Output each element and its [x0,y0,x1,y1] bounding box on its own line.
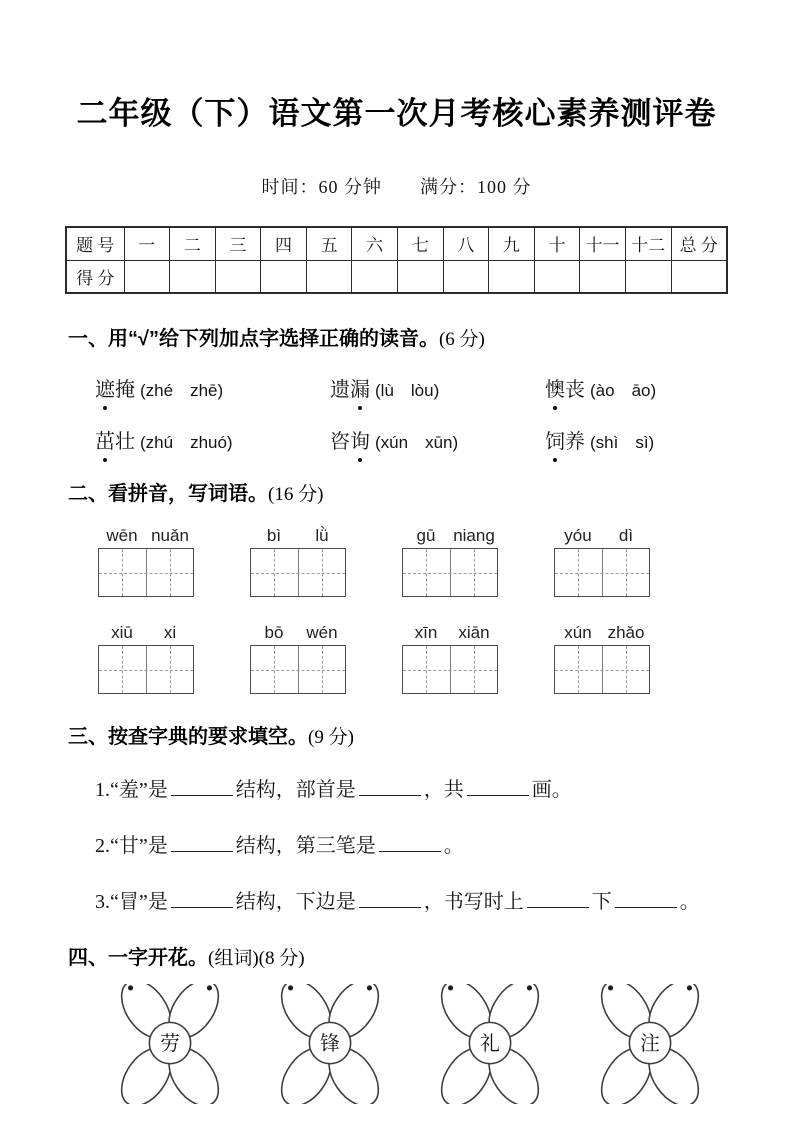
grid-cell [146,646,194,693]
word-item [545,373,656,402]
section-2-score: (16 分) [268,484,324,505]
pinyin-grid-group [250,623,346,694]
pinyin-label: bō wén [264,623,338,642]
blank-line [527,888,589,908]
pinyin-grid-group [402,623,498,694]
flower-center-char: 劳 [160,1033,180,1055]
flower-center-char: 礼 [480,1033,500,1055]
score-col-2: 二 [170,227,216,260]
word-flower [96,984,244,1104]
pinyin-row [98,623,793,694]
blank-line [359,776,421,796]
score-col-9: 九 [489,227,535,260]
score-cell [443,260,489,293]
section-2-title: 二、看拼音，写词语。 [68,483,268,505]
score-col-7: 七 [397,227,443,260]
score-cell [124,260,170,293]
blank-line [171,832,233,852]
section-4-title: 四、一字开花。 [68,947,208,969]
score-col-11: 十一 [580,227,626,260]
score-table [65,226,728,294]
petal-tip-dot [608,985,613,990]
writing-grid [402,645,498,694]
pinyin-row [98,526,793,597]
section-1-title: 一、用“√”给下列加点字选择正确的读音。 [68,328,439,350]
score-cell [215,260,261,293]
grid-cell [403,549,450,596]
exam-meta: 时间：60 分钟 满分：100 分 [261,177,532,197]
grid-cell [298,646,346,693]
pinyin-label: wēn nuǎn [106,526,189,545]
pinyin-grid-group [98,623,194,694]
grid-cell [555,549,602,596]
petal-tip-dot [367,985,372,990]
pinyin-label: xún zhǎo [564,623,645,642]
pinyin-grid-group [402,526,498,597]
flower-center-char: 注 [640,1033,660,1055]
grid-cell [251,646,298,693]
section-3-title: 三、按查字典的要求填空。 [68,726,308,748]
score-col-6: 六 [352,227,398,260]
grid-cell [403,646,450,693]
pinyin-options: (ào āo) [590,381,657,400]
writing-grid [250,645,346,694]
score-table-score-row [66,260,727,293]
fill-item-2: 2.“甘”是 结构，第三笔是 。 [95,829,793,858]
pinyin-label: gū niang [416,526,495,545]
pinyin-label: xiū xi [111,623,177,642]
petal-tip-dot [448,985,453,990]
dotted-char: 漏 [350,373,370,402]
word-flower [576,984,724,1104]
pinyin-label: bì lǜ [266,526,329,545]
pinyin-grid-group [250,526,346,597]
grid-cell [555,646,602,693]
score-col-3: 三 [215,227,261,260]
petal-tip-dot [687,985,692,990]
dotted-char: 遮 [95,373,115,402]
blank-line [615,888,677,908]
pinyin-options: (lù lòu) [375,381,440,400]
section-1-score: (6 分) [438,329,485,350]
writing-grid [98,645,194,694]
score-cell [352,260,398,293]
grid-cell [602,646,650,693]
pinyin-options: (zhé zhē) [140,381,224,400]
petal-tip-dot [207,985,212,990]
section-3-score: (9 分) [308,727,354,748]
dotted-char: 饲 [545,425,565,454]
grid-cell [99,549,146,596]
word-flower-row [96,984,793,1104]
score-cell [489,260,535,293]
word-item [545,425,654,454]
grid-cell [146,549,194,596]
dictionary-fill-list [95,773,793,914]
grid-cell [251,549,298,596]
word-item [95,425,330,454]
score-cell [261,260,307,293]
word-text: 懊丧 [545,379,585,401]
dotted-char: 询 [350,425,370,454]
pinyin-grid-group [98,526,194,597]
word-flower [416,984,564,1104]
word-text: 咨询 [330,431,370,453]
word-row [95,425,793,454]
pinyin-grid-group [554,623,650,694]
pinyin-label: xīn xiān [414,623,490,642]
score-col-12: 十二 [625,227,671,260]
grid-cell [99,646,146,693]
score-table-header-row [66,227,727,260]
petal-tip-dot [288,985,293,990]
writing-grid [98,548,194,597]
word-text: 遮掩 [95,379,135,401]
word-flower [256,984,404,1104]
score-cell [170,260,216,293]
score-cell [397,260,443,293]
blank-line [171,776,233,796]
score-cell [534,260,580,293]
blank-line [379,832,441,852]
pinyin-options: (zhú zhuó) [140,433,233,452]
dotted-char: 懊 [545,373,565,402]
phonetic-choice-list [95,373,793,454]
petal-tip-dot [527,985,532,990]
fill-item-1: 1.“羞”是 结构，部首是 ，共 画。 [95,773,793,802]
score-col-total: 总 分 [671,227,727,260]
blank-line [467,776,529,796]
word-item [330,425,545,454]
section-4-score: (组词)(8 分) [208,948,305,969]
petal-tip-dot [128,985,133,990]
blank-line [171,888,233,908]
word-text: 饲养 [545,431,585,453]
word-item [95,373,330,402]
section-2-heading [68,477,753,506]
score-cell-total [671,260,727,293]
section-3-heading [68,720,753,749]
writing-grid [554,645,650,694]
word-row [95,373,793,402]
writing-grid [402,548,498,597]
score-cell [580,260,626,293]
score-row-label: 得 分 [66,260,124,293]
score-col-4: 四 [261,227,307,260]
pinyin-options: (shì sì) [590,433,655,452]
score-col-1: 一 [124,227,170,260]
blank-line [359,888,421,908]
grid-cell [450,549,498,596]
grid-cell [602,549,650,596]
grid-cell [450,646,498,693]
score-col-5: 五 [306,227,352,260]
pinyin-writing-area [98,526,793,694]
dotted-char: 茁 [95,425,115,454]
flower-center-char: 锋 [320,1033,340,1055]
score-col-8: 八 [443,227,489,260]
score-cell [625,260,671,293]
word-item [330,373,545,402]
word-text: 遗漏 [330,379,370,401]
fill-item-3: 3.“冒”是 结构，下边是 ，书写时上 下 。 [95,885,793,914]
score-cell [306,260,352,293]
section-1-heading [68,322,753,351]
page-title: 二年级（下）语文第一次月考核心素养测评卷 [76,96,717,131]
section-4-heading [68,941,753,970]
word-text: 茁壮 [95,431,135,453]
writing-grid [554,548,650,597]
score-table-corner: 题 号 [66,227,124,260]
pinyin-grid-group [554,526,650,597]
writing-grid [250,548,346,597]
score-col-10: 十 [534,227,580,260]
grid-cell [298,549,346,596]
pinyin-label: yóu dì [564,526,634,545]
pinyin-options: (xún xūn) [375,433,459,452]
